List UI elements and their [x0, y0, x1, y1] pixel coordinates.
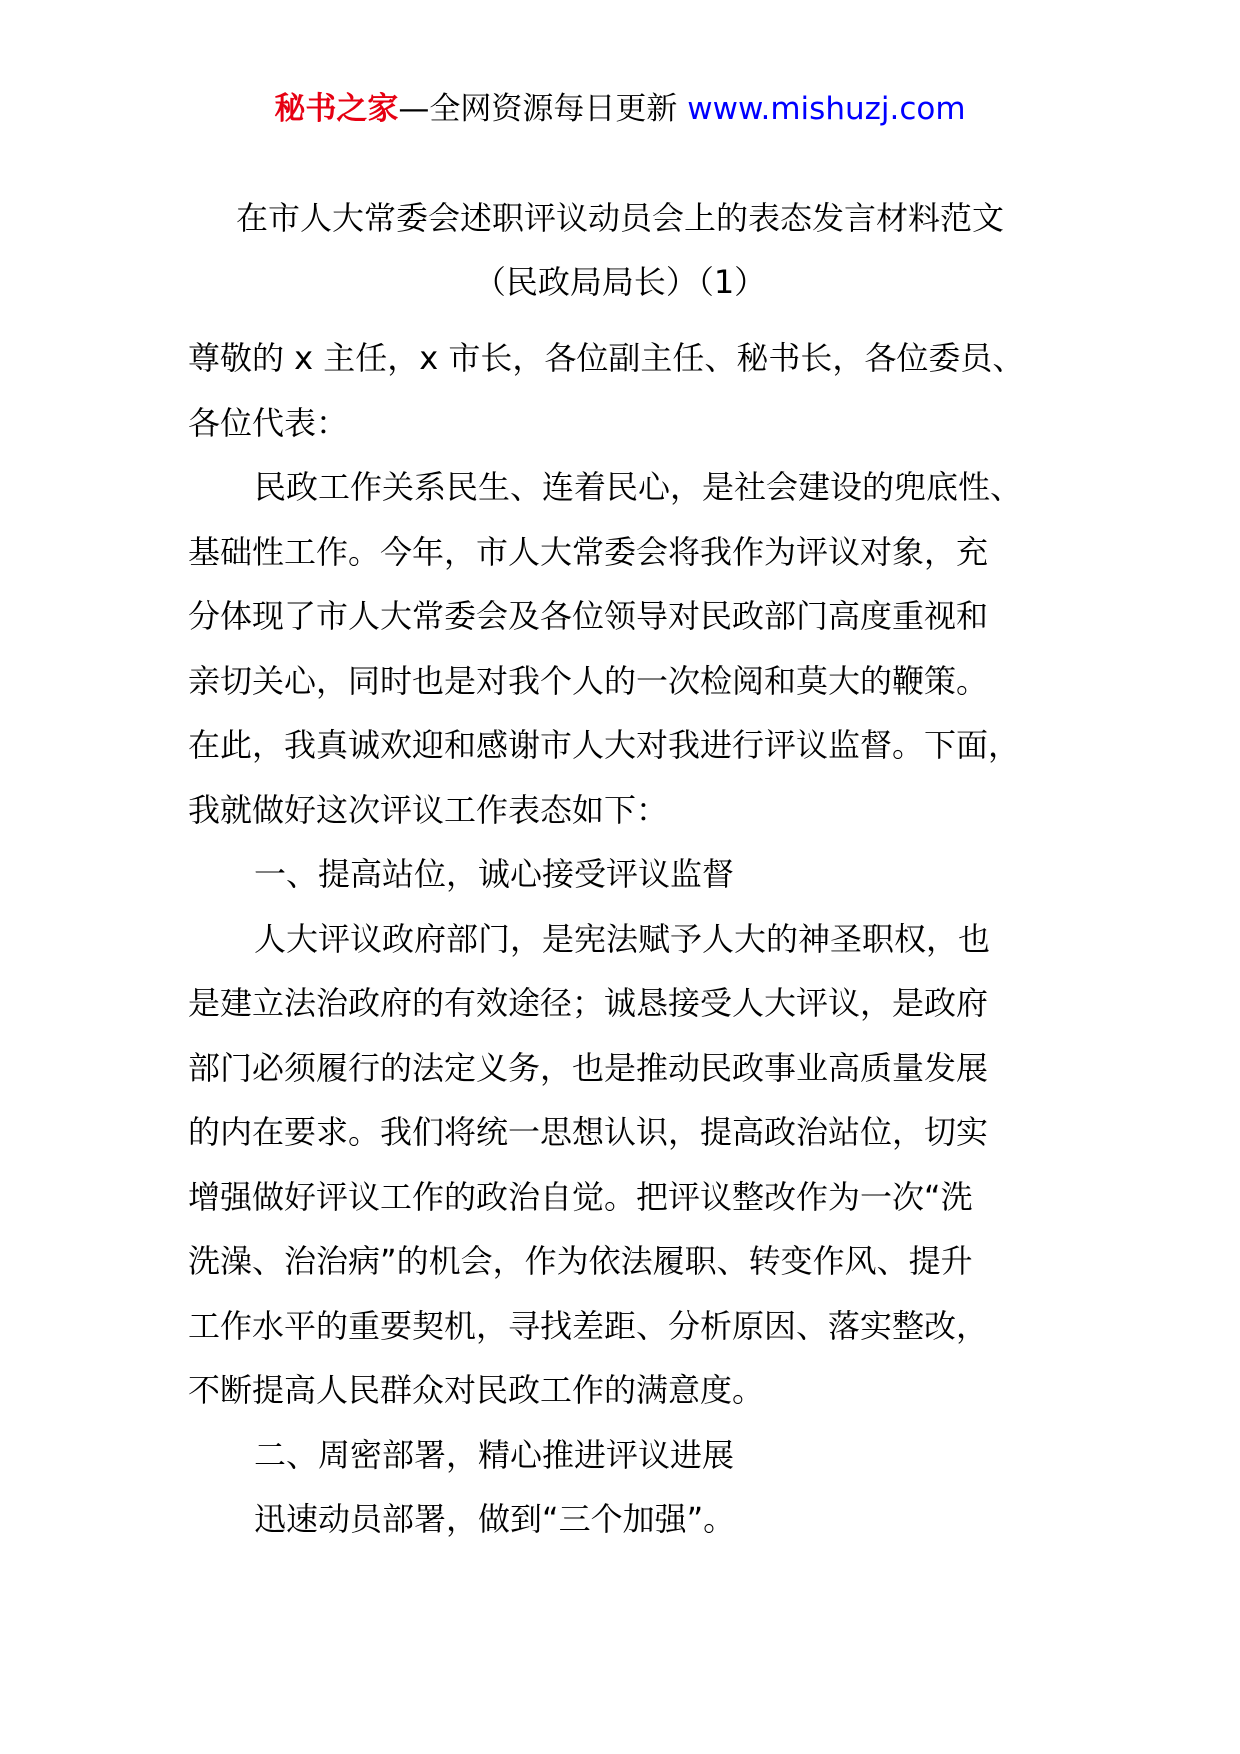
document-title [0, 186, 1240, 314]
section-heading-2: 二、周密部署，精心推进评议进展 [254, 1435, 735, 1474]
watermark-header [0, 86, 1240, 132]
site-url-link[interactable]: www.mishuzj.com [687, 91, 966, 127]
salutation-line: 各位代表： [188, 403, 349, 442]
title-line-2: （民政局局长）（1） [473, 263, 767, 301]
title-line-1: 在市人大常委会述职评议动员会上的表态发言材料范文 [235, 199, 1004, 237]
text-line: 工作水平的重要契机，寻找差距、分析原因、落实整改， [188, 1306, 989, 1345]
text-line: 民政工作关系民生、连着民心，是社会建设的兜底性、 [254, 468, 1023, 506]
text-line: 基础性工作。今年，市人大常委会将我作为评议对象，充 [188, 532, 989, 571]
text-line: 部门必须履行的法定义务，也是推动民政事业高质量发展 [188, 1048, 989, 1087]
text-line: 增强做好评议工作的政治自觉。把评议整改作为一次“洗 [188, 1177, 973, 1216]
text-line: 是建立法治政府的有效途径；诚恳接受人大评议，是政府 [188, 984, 989, 1022]
text-line: 分体现了市人大常委会及各位领导对民政部门高度重视和 [188, 597, 989, 635]
brand-name: 秘书之家 [274, 91, 399, 127]
section-heading-1: 一、提高站位，诚心接受评议监督 [254, 855, 735, 893]
paragraph-section-1 [188, 907, 1058, 1423]
text-line: 在此，我真诚欢迎和感谢市人大对我进行评议监督。下面， [188, 726, 1021, 764]
paragraph-section-2: 迅速动员部署，做到“三个加强”。 [254, 1500, 736, 1538]
header-slogan: —全网资源每日更新 [398, 91, 678, 127]
salutation [188, 326, 1058, 455]
text-line: 不断提高人民群众对民政工作的满意度。 [188, 1371, 765, 1409]
salutation-line: 尊敬的 x 主任，x 市长，各位副主任、秘书长，各位委员、 [188, 339, 1025, 377]
text-line: 亲切关心，同时也是对我个人的一次检阅和莫大的鞭策。 [188, 661, 989, 700]
text-line: 洗澡、治治病”的机会，作为依法履职、转变作风、提升 [188, 1242, 973, 1280]
document-body [188, 326, 1058, 1552]
text-line: 的内在要求。我们将统一思想认识，提高政治站位，切实 [188, 1113, 989, 1151]
text-line: 人大评议政府部门，是宪法赋予人大的神圣职权，也 [254, 919, 991, 958]
paragraph-intro [188, 455, 1058, 842]
text-line: 我就做好这次评议工作表态如下： [188, 790, 669, 829]
